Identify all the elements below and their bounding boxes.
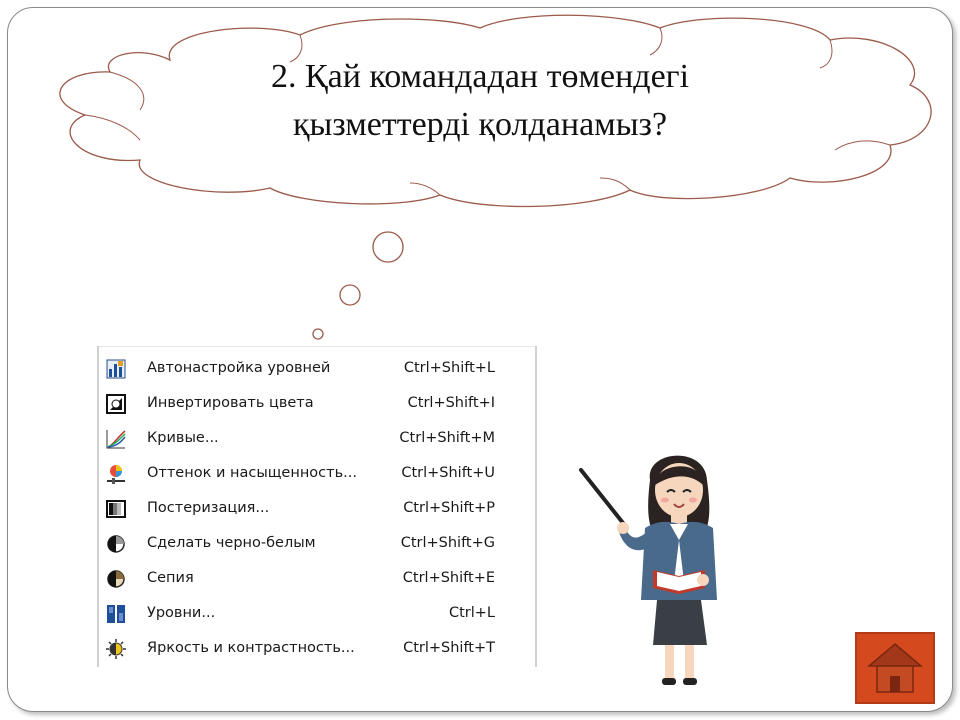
menu-item-auto-levels[interactable] (99, 351, 535, 385)
menu-item-label: Яркость и контрастность... (147, 640, 355, 656)
menu-item-curves[interactable] (99, 421, 535, 455)
menu-item-label: Оттенок и насыщенность... (147, 465, 357, 481)
posterize-icon (105, 498, 127, 520)
menu-item-shortcut: Ctrl+Shift+E (402, 570, 495, 586)
curves-icon (105, 428, 127, 450)
black-white-icon (105, 533, 127, 555)
sepia-icon (105, 568, 127, 590)
levels-icon (105, 603, 127, 625)
menu-item-invert-colors[interactable] (99, 386, 535, 420)
thought-bubble-large (373, 232, 403, 262)
menu-item-black-white[interactable] (99, 526, 535, 560)
home-button[interactable] (855, 632, 935, 704)
menu-item-brightness-contrast[interactable] (99, 631, 535, 665)
adjustments-menu (97, 346, 537, 667)
menu-item-label: Сепия (147, 570, 194, 586)
menu-item-shortcut: Ctrl+Shift+U (401, 465, 495, 481)
teacher-illustration (575, 440, 755, 690)
menu-item-label: Уровни... (147, 605, 216, 621)
menu-item-label: Постеризация... (147, 500, 270, 516)
menu-item-shortcut: Ctrl+L (448, 605, 495, 621)
menu-item-hue-saturation[interactable] (99, 456, 535, 490)
brightness-contrast-icon (105, 638, 127, 660)
question-line-2: қызметтерді қолданамыз? (292, 106, 668, 143)
thought-bubble-small (313, 329, 323, 339)
menu-item-shortcut: Ctrl+Shift+T (403, 640, 495, 656)
question-line-1: 2. Қай командадан төмендегі (270, 58, 690, 95)
menu-item-label: Кривые... (147, 430, 219, 446)
menu-item-shortcut: Ctrl+Shift+M (399, 430, 495, 446)
thought-bubble-medium (340, 285, 360, 305)
menu-item-shortcut: Ctrl+Shift+P (403, 500, 495, 516)
menu-item-shortcut: Ctrl+Shift+G (400, 535, 495, 551)
menu-item-levels[interactable] (99, 596, 535, 630)
menu-item-posterize[interactable] (99, 491, 535, 525)
menu-item-sepia[interactable] (99, 561, 535, 595)
menu-item-shortcut: Ctrl+Shift+I (407, 395, 495, 411)
menu-item-label: Инвертировать цвета (147, 395, 314, 411)
menu-item-label: Сделать черно-белым (147, 535, 316, 551)
auto-levels-icon (105, 358, 127, 380)
home-icon (857, 634, 933, 702)
menu-item-shortcut: Ctrl+Shift+L (403, 360, 495, 376)
hue-saturation-icon (105, 463, 127, 485)
invert-colors-icon (105, 393, 127, 415)
menu-item-label: Автонастройка уровней (147, 360, 331, 376)
